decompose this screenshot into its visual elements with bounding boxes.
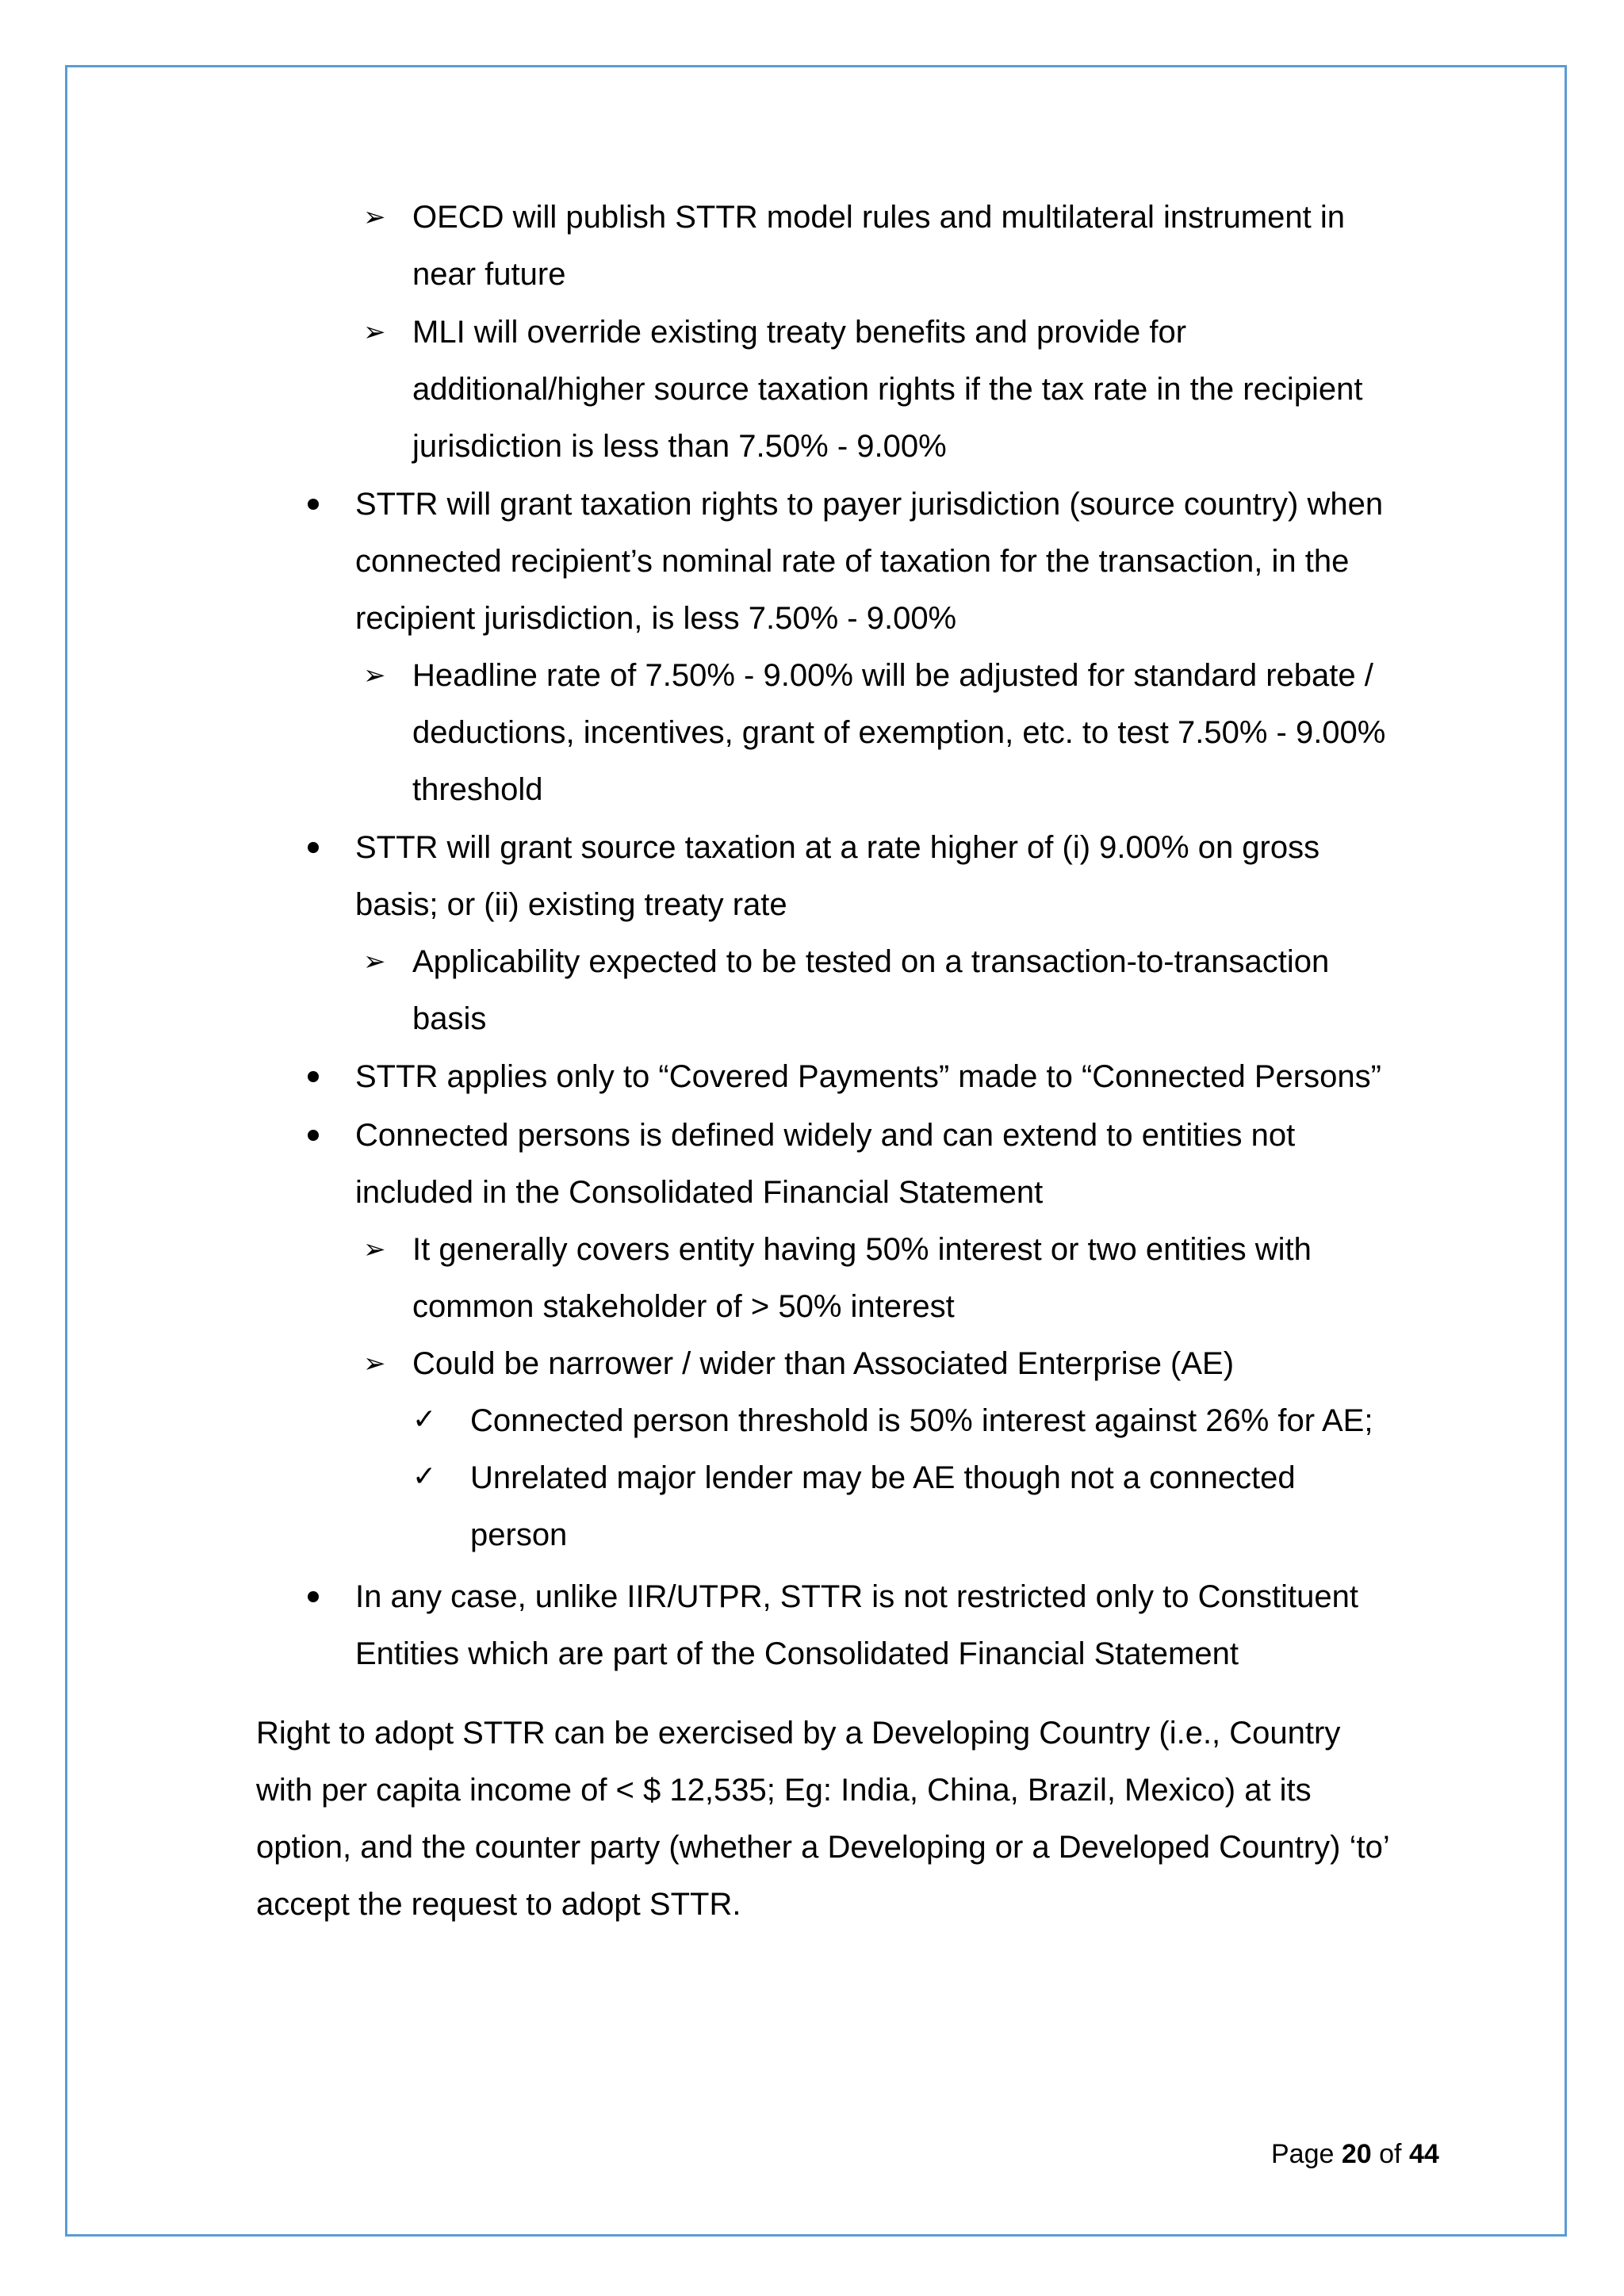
list-item-text: basis; or (ii) existing treaty rate: [355, 887, 787, 922]
list-item-text: included in the Consolidated Financial Statement: [355, 1175, 1044, 1210]
dot-bullet-icon: [308, 842, 319, 853]
check-bullet-icon: ✓: [412, 1460, 437, 1493]
list-item-text: jurisdiction is less than 7.50% - 9.00%: [412, 429, 947, 464]
list-item-text: deductions, incentives, grant of exemption, etc. to test 7.50% - 9.00%: [412, 715, 1386, 750]
list-item-text: STTR will grant taxation rights to payer jurisdiction (source country) when: [355, 487, 1384, 522]
of-label: of: [1379, 2139, 1402, 2169]
list-item-text: OECD will publish STTR model rules and multilateral instrument in: [412, 200, 1345, 235]
arrow-bullet-icon: ➢: [363, 316, 386, 348]
list-item-text: In any case, unlike IIR/UTPR, STTR is not restricted only to Constituent: [355, 1579, 1358, 1614]
list-item-text: basis: [412, 1001, 487, 1036]
list-item-text: near future: [412, 257, 566, 292]
arrow-bullet-icon: ➢: [363, 201, 386, 233]
check-bullet-icon: ✓: [412, 1403, 437, 1436]
list-item-text: recipient jurisdiction, is less 7.50% - 9.00%: [355, 601, 957, 636]
page-total: 44: [1408, 2139, 1439, 2169]
dot-bullet-icon: [308, 1591, 319, 1602]
arrow-bullet-icon: ➢: [363, 946, 386, 978]
list-item-text: person: [470, 1517, 568, 1552]
arrow-bullet-icon: ➢: [363, 1348, 386, 1380]
list-item-text: Applicability expected to be tested on a transaction-to-transaction: [412, 944, 1330, 979]
list-item-text: Entities which are part of the Consolidated Financial Statement: [355, 1636, 1239, 1671]
list-item-text: Unrelated major lender may be AE though not a connected: [470, 1460, 1296, 1495]
list-item-text: STTR applies only to “Covered Payments” made to “Connected Persons”: [355, 1059, 1381, 1094]
arrow-bullet-icon: ➢: [363, 660, 386, 691]
list-item-text: Connected persons is defined widely and can extend to entities not: [355, 1118, 1296, 1153]
paragraph-line: option, and the counter party (whether a Developing or a Developed Country) ‘to’: [256, 1830, 1390, 1865]
list-item-text: MLI will override existing treaty benefits and provide for: [412, 315, 1187, 350]
list-item-text: threshold: [412, 772, 543, 807]
list-item-text: common stakeholder of > 50% interest: [412, 1289, 955, 1324]
list-item-text: Headline rate of 7.50% - 9.00% will be adjusted for standard rebate /: [412, 658, 1373, 693]
list-item-text: It generally covers entity having 50% interest or two entities with: [412, 1232, 1312, 1267]
page-number: [1271, 2138, 1439, 2170]
list-item-text: connected recipient’s nominal rate of taxation for the transaction, in the: [355, 544, 1350, 579]
dot-bullet-icon: [308, 1130, 319, 1141]
paragraph-line: Right to adopt STTR can be exercised by a Developing Country (i.e., Country: [256, 1716, 1341, 1751]
list-item-text: Could be narrower / wider than Associated Enterprise (AE): [412, 1346, 1235, 1381]
page-label: Page: [1271, 2139, 1335, 2169]
list-item-text: additional/higher source taxation rights if the tax rate in the recipient: [412, 372, 1363, 407]
paragraph-line: accept the request to adopt STTR.: [256, 1887, 741, 1922]
paragraph-line: with per capita income of < $ 12,535; Eg: India, China, Brazil, Mexico) at its: [256, 1773, 1312, 1808]
arrow-bullet-icon: ➢: [363, 1234, 386, 1265]
dot-bullet-icon: [308, 499, 319, 510]
list-item-text: Connected person threshold is 50% interest against 26% for AE;: [470, 1403, 1373, 1438]
dot-bullet-icon: [308, 1071, 319, 1082]
list-item-text: STTR will grant source taxation at a rate higher of (i) 9.00% on gross: [355, 830, 1320, 865]
page-current: 20: [1341, 2139, 1372, 2169]
